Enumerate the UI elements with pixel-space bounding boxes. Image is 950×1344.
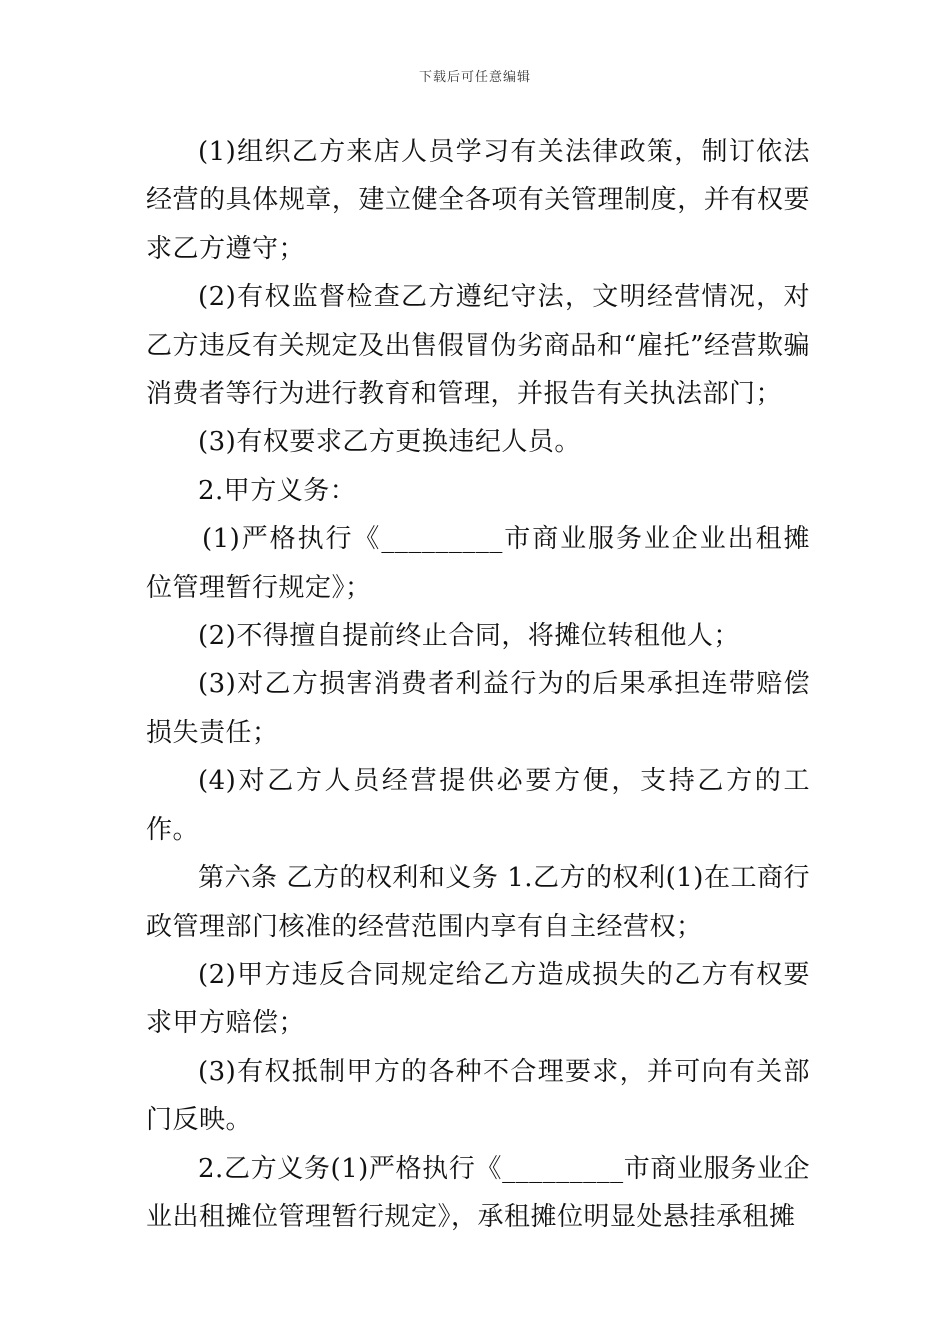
paragraph-right-2: (2)有权监督检查乙方遵纪守法，文明经营情况，对乙方违反有关规定及出售假冒伪劣商品和“雇托”经营欺骗消费者等行为进行教育和管理，并报告有关执法部门；: [146, 282, 810, 410]
paragraph-party-b-obligations: 2.乙方义务(1)严格执行《_________市商业服务业企业出租摊位管理暂行规定》，承租摊位明显处悬挂承租摊: [146, 1153, 810, 1232]
paragraph-right-1: (1)组织乙方来店人员学习有关法律政策，制订依法经营的具体规章，建立健全各项有关管理制度，并有权要求乙方遵守；: [146, 137, 810, 264]
paragraph-obligation-4: (4)对乙方人员经营提供必要方便，支持乙方的工作。: [146, 766, 810, 845]
paragraph-obligations-heading: 2.甲方义务：: [198, 475, 357, 506]
document-body: [146, 128, 810, 1241]
paragraph-party-b-right-3: (3)有权抵制甲方的各种不合理要求，并可向有关部门反映。: [146, 1056, 810, 1136]
paragraph-obligation-2: (2)不得擅自提前终止合同，将摊位转租他人；: [198, 621, 740, 652]
paragraph-right-3: (3)有权要求乙方更换违纪人员。: [198, 427, 581, 458]
page-header-note: 下载后可任意编辑: [418, 70, 531, 85]
paragraph-article-6: 第六条 乙方的权利和义务 1.乙方的权利(1)在工商行政管理部门核准的经营范围内享有自主经营权；: [146, 863, 810, 942]
paragraph-obligation-1: (1)严格执行《_________市商业服务业企业出租摊位管理暂行规定》；: [146, 524, 810, 603]
paragraph-obligation-3: (3)对乙方损害消费者利益行为的后果承担连带赔偿损失责任；: [146, 669, 810, 748]
paragraph-party-b-right-2: (2)甲方违反合同规定给乙方造成损失的乙方有权要求甲方赔偿；: [146, 959, 810, 1039]
